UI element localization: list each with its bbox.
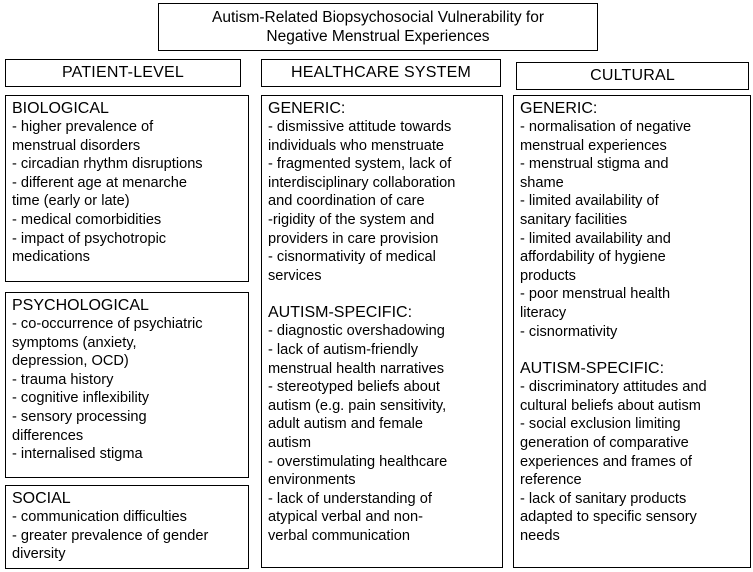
list-item: medications (12, 249, 90, 266)
list-item: menstrual health narratives (268, 360, 445, 377)
list-item: generation of comparative (520, 434, 689, 451)
list-item: - sensory processing (12, 408, 147, 425)
list-item: providers in care provision (268, 230, 439, 247)
list-item: verbal communication (268, 527, 410, 544)
list-item: - different age at menarche (12, 174, 187, 191)
list-item: - dismissive attitude towards (268, 119, 452, 135)
list-item: symptoms (anxiety, (12, 334, 137, 351)
list-item: cultural beliefs about autism (520, 397, 701, 414)
list-item: individuals who menstruate (268, 137, 445, 154)
list-item: - overstimulating healthcare (268, 453, 448, 470)
list-item: - diagnostic overshadowing (268, 323, 445, 340)
list-item: - greater prevalence of gender (12, 527, 209, 544)
list-item: - impact of psychotropic (12, 230, 167, 247)
diagram-title-line-1: Autism-Related Biopsychosocial Vulnerability for (212, 9, 544, 26)
biological-heading: BIOLOGICAL (12, 100, 109, 117)
list-item: - social exclusion limiting (520, 416, 681, 433)
list-item: - lack of sanitary products (520, 490, 687, 507)
list-item: interdisciplinary collaboration (268, 174, 456, 191)
list-item: menstrual experiences (520, 137, 667, 154)
list-item: - menstrual stigma and (520, 156, 669, 173)
list-item: differences (12, 427, 84, 444)
list-item: - cognitive inflexibility (12, 390, 150, 407)
list-item: - cisnormativity of medical (268, 249, 436, 266)
list-item: - higher prevalence of (12, 119, 154, 135)
healthcare-generic-heading: GENERIC: (268, 100, 346, 117)
diagram-title-line-2: Negative Menstrual Experiences (266, 28, 490, 45)
list-item: autism (268, 434, 311, 451)
list-item: adult autism and female (268, 416, 423, 433)
list-item: autism (e.g. pain sensitivity, (268, 397, 447, 414)
list-item: - co-occurrence of psychiatric (12, 316, 203, 332)
healthcare-generic-list (268, 118, 496, 285)
list-item: needs (520, 527, 560, 544)
social-box (5, 485, 249, 569)
psychological-heading: PSYCHOLOGICAL (12, 297, 149, 314)
header-patient-level: PATIENT-LEVEL (5, 59, 241, 87)
cultural-autism-specific-heading: AUTISM-SPECIFIC: (520, 360, 665, 378)
list-item: - internalised stigma (12, 446, 143, 463)
list-item: reference (520, 472, 582, 489)
list-item: - medical comorbidities (12, 211, 162, 228)
list-item: and coordination of care (268, 193, 425, 210)
psychological-list (12, 315, 242, 464)
cultural-autism-specific-list (520, 378, 744, 545)
list-item: time (early or late) (12, 193, 130, 210)
list-item: - cisnormativity (520, 323, 618, 340)
biological-box (5, 95, 249, 282)
list-item: -rigidity of the system and (268, 211, 435, 228)
list-item: atypical verbal and non- (268, 509, 423, 526)
cultural-box (513, 95, 751, 568)
list-item: - stereotyped beliefs about (268, 379, 440, 396)
cultural-generic-list (520, 118, 744, 341)
list-item: - communication difficulties (12, 509, 187, 525)
list-item: experiences and frames of (520, 453, 692, 470)
list-item: - trauma history (12, 371, 114, 388)
healthcare-autism-specific-list (268, 322, 496, 545)
list-item: shame (520, 174, 564, 191)
list-item: products (520, 267, 576, 284)
list-item: adapted to specific sensory (520, 509, 697, 526)
header-healthcare-system: HEALTHCARE SYSTEM (261, 59, 501, 87)
cultural-generic-heading: GENERIC: (520, 100, 598, 117)
list-item: diversity (12, 546, 66, 563)
diagram-title-box (158, 3, 598, 51)
header-cultural: CULTURAL (516, 62, 749, 90)
social-heading: SOCIAL (12, 490, 71, 507)
list-item: - normalisation of negative (520, 119, 692, 135)
social-list (12, 508, 242, 564)
list-item: - circadian rhythm disruptions (12, 156, 203, 173)
list-item: - lack of understanding of (268, 490, 432, 507)
psychological-box (5, 292, 249, 478)
list-item: sanitary facilities (520, 211, 628, 228)
list-item: - fragmented system, lack of (268, 156, 452, 173)
list-item: services (268, 267, 322, 284)
list-item: environments (268, 472, 356, 489)
biological-list (12, 118, 242, 267)
healthcare-box (261, 95, 503, 568)
list-item: menstrual disorders (12, 137, 141, 154)
list-item: - lack of autism-friendly (268, 341, 419, 358)
list-item: - limited availability of (520, 193, 659, 210)
healthcare-autism-specific-heading: AUTISM-SPECIFIC: (268, 304, 413, 322)
list-item: - discriminatory attitudes and (520, 379, 707, 396)
list-item: affordability of hygiene (520, 249, 666, 266)
list-item: literacy (520, 304, 567, 321)
list-item: depression, OCD) (12, 353, 129, 370)
list-item: - poor menstrual health (520, 286, 671, 303)
list-item: - limited availability and (520, 230, 671, 247)
